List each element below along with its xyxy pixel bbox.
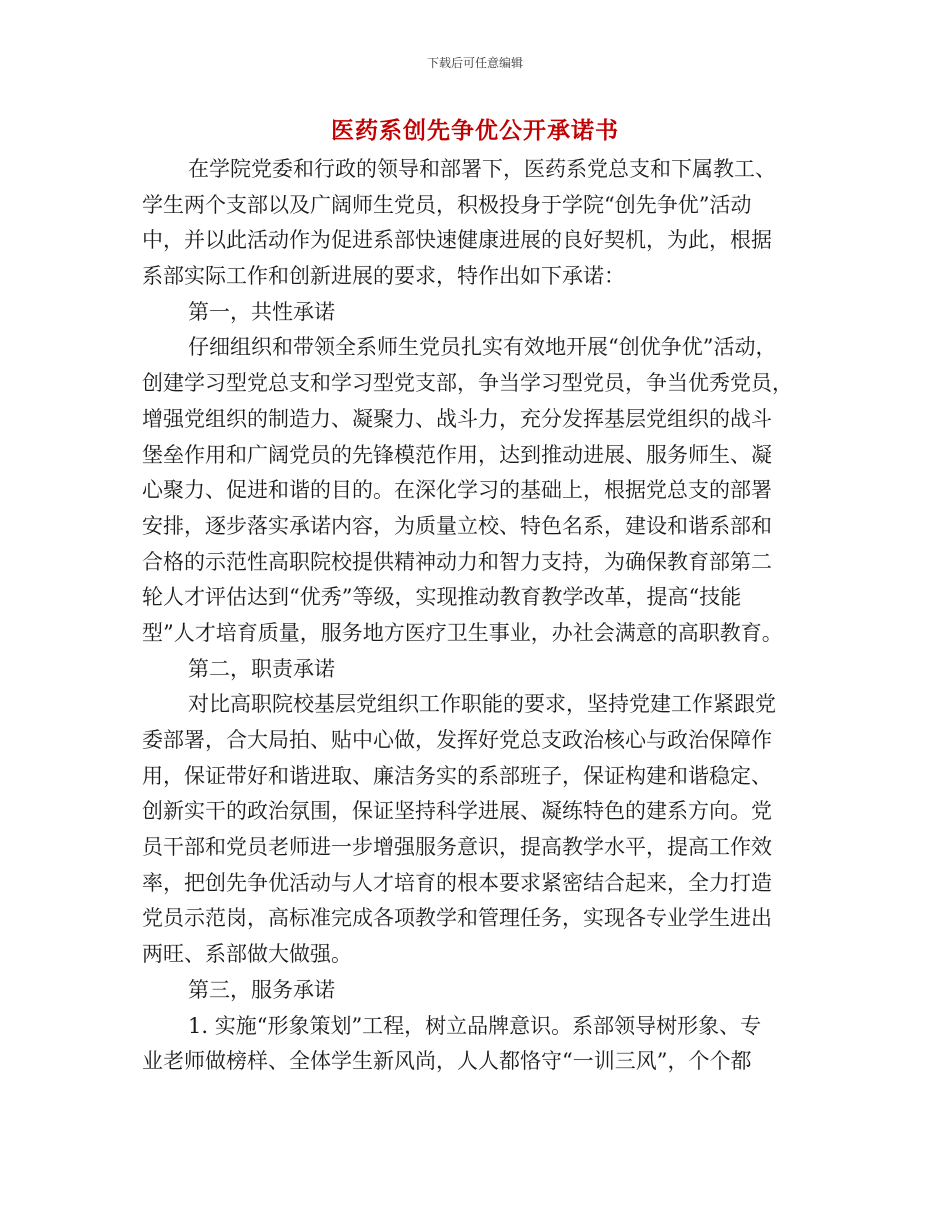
text-line: 轮人才评估达到“优秀”等级，实现推动教育教学改革，提高“技能 (142, 585, 742, 610)
text-line: 对比高职院校基层党组织工作职能的要求，坚持党建工作紧跟党 (188, 692, 776, 717)
text-line: 合格的示范性高职院校提供精神动力和智力支持，为确保教育部第二 (142, 549, 772, 574)
text-line: 党员示范岗，高标准完成各项教学和管理任务，实现各专业学生进出 (142, 906, 772, 931)
text-line: 堡垒作用和广阔党员的先锋模范作用，达到推动进展、服务师生、凝 (142, 442, 772, 467)
text-line: 系部实际工作和创新进展的要求，特作出如下承诺： (142, 264, 625, 289)
text-line: 学生两个支部以及广阔师生党员，积极投身于学院“创先争优”活动 (142, 192, 752, 217)
text-line: 第一，共性承诺 (188, 299, 335, 324)
text-line: 用，保证带好和谐进取、廉洁务实的系部班子，保证构建和谐稳定、 (142, 763, 772, 788)
text-line: 两旺、系部做大做强。 (142, 942, 352, 967)
text-line: 型”人才培育质量，服务地方医疗卫生事业，办社会满意的高职教育。 (142, 620, 783, 645)
text-line: 员干部和党员老师进一步增强服务意识，提高教学水平，提高工作效 (142, 835, 772, 860)
document-body (142, 152, 806, 1080)
text-line: 业老师做榜样、全体学生新风尚，人人都恪守“一训三风”，个个都 (142, 1049, 752, 1074)
text-line: 第三，服务承诺 (188, 977, 335, 1002)
text-line: 创建学习型党总支和学习型党支部，争当学习型党员，争当优秀党员， (142, 371, 793, 396)
header-note: 下载后可任意编辑 (426, 56, 523, 70)
text-line: 仔细组织和带领全系师生党员扎实有效地开展“创优争优”活动， (188, 335, 777, 360)
text-line: 1. 实施“形象策划”工程，树立品牌意识。系部领导树形象、专 (188, 1013, 762, 1038)
text-line: 安排，逐步落实承诺内容，为质量立校、特色名系，建设和谐系部和 (142, 513, 772, 538)
text-line: 委部署，合大局拍、贴中心做，发挥好党总支政治核心与政治保障作 (142, 728, 772, 752)
text-line: 在学院党委和行政的领导和部署下，医药系党总支和下属教工、 (188, 157, 776, 181)
text-line: 率，把创先争优活动与人才培育的根本要求紧密结合起来，全力打造 (142, 870, 772, 895)
document-title: 医药系创先争优公开承诺书 (331, 117, 619, 144)
text-line: 中，并以此活动作为促进系部快速健康进展的良好契机，为此，根据 (142, 228, 772, 253)
text-line: 增强党组织的制造力、凝聚力、战斗力，充分发挥基层党组织的战斗 (142, 406, 772, 431)
text-line: 创新实干的政治氛围，保证坚持科学进展、凝练特色的建系方向。党 (142, 799, 772, 824)
text-line: 心聚力、促进和谐的目的。在深化学习的基础上，根据党总支的部署 (142, 478, 772, 503)
text-line: 第二，职责承诺 (188, 656, 335, 681)
